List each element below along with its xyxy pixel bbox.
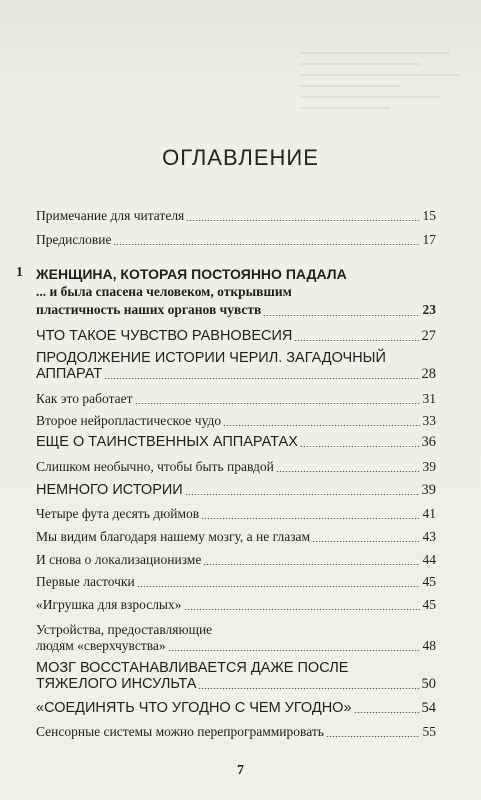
toc-entry bbox=[36, 459, 436, 475]
page-title: ОГЛАВЛЕНИЕ bbox=[162, 145, 319, 170]
toc-entry-text: АППАРАТ bbox=[36, 366, 103, 382]
leader-dots bbox=[135, 403, 420, 404]
toc-entry bbox=[36, 622, 436, 654]
chapter-title: ЖЕНЩИНА, КОТОРАЯ ПОСТОЯННО ПАДАЛА bbox=[36, 266, 347, 282]
toc-entry-page: 48 bbox=[422, 638, 436, 653]
toc-entry-page: 15 bbox=[422, 208, 436, 223]
toc-entry bbox=[36, 208, 436, 224]
toc-entry-text: Примечание для читателя bbox=[36, 208, 185, 223]
leader-dots bbox=[186, 220, 420, 221]
toc-entry bbox=[36, 660, 436, 692]
toc-entry-page: 44 bbox=[422, 552, 436, 567]
toc-entry-page: 36 bbox=[421, 434, 436, 450]
toc-entry-page: 31 bbox=[422, 391, 436, 406]
toc-entry bbox=[36, 391, 436, 407]
toc-entry-text: «СОЕДИНЯТЬ ЧТО УГОДНО С ЧЕМ УГОДНО» bbox=[36, 700, 352, 716]
leader-dots bbox=[137, 586, 420, 587]
leader-dots bbox=[201, 518, 420, 519]
toc-entry-text: ЧТО ТАКОЕ ЧУВСТВО РАВНОВЕСИЯ bbox=[36, 328, 293, 344]
toc-entry bbox=[36, 506, 436, 522]
toc-entry-text: Сенсорные системы можно перепрограммировать bbox=[36, 724, 324, 739]
toc-entry-text: Второе нейропластическое чудо bbox=[36, 413, 222, 428]
leader-dots bbox=[300, 446, 420, 447]
leader-dots bbox=[326, 736, 420, 737]
toc-entry bbox=[36, 700, 436, 716]
toc-entry-line1: ПРОДОЛЖЕНИЕ ИСТОРИИ ЧЕРИЛ. ЗАГАДОЧНЫЙ bbox=[36, 350, 386, 366]
toc-entry-text: ТЯЖЕЛОГО ИНСУЛЬТА bbox=[36, 676, 197, 692]
toc-entry bbox=[36, 597, 436, 613]
toc-entry-text: ЕЩЕ О ТАИНСТВЕННЫХ АППАРАТАХ bbox=[36, 434, 298, 450]
leader-dots bbox=[223, 425, 420, 426]
toc-entry-text: Как это работает bbox=[36, 391, 133, 406]
toc-entry-page: 45 bbox=[422, 597, 436, 612]
leader-dots bbox=[185, 494, 420, 495]
toc-entry-text: И снова о локализационизме bbox=[36, 552, 202, 567]
toc-entry-text: НЕМНОГО ИСТОРИИ bbox=[36, 482, 183, 498]
toc-entry-line1: Устройства, предоставляющие bbox=[36, 622, 213, 637]
show-through-text bbox=[300, 52, 470, 152]
toc-entry bbox=[36, 434, 436, 450]
chapter-subtitle: ... и была спасена человеком, открывшим bbox=[36, 284, 292, 299]
toc-entry-page: 55 bbox=[422, 724, 436, 739]
toc-entry-page: 27 bbox=[421, 328, 436, 344]
toc-entry bbox=[36, 328, 436, 344]
toc-entry-page: 41 bbox=[422, 506, 436, 521]
toc-entry bbox=[36, 350, 436, 382]
chapter-page: 23 bbox=[422, 302, 436, 317]
leader-dots bbox=[113, 244, 420, 245]
toc-entry-page: 54 bbox=[421, 700, 436, 716]
toc-entry-text: Слишком необычно, чтобы быть правдой bbox=[36, 459, 274, 474]
leader-dots bbox=[203, 564, 420, 565]
toc-entry bbox=[36, 232, 436, 248]
toc-entry-page: 50 bbox=[421, 676, 436, 692]
chapter-number: 1 bbox=[16, 265, 23, 280]
toc-entry-text: Мы видим благодаря нашему мозгу, а не глазам bbox=[36, 529, 311, 544]
toc-entry bbox=[36, 574, 436, 590]
toc-entry bbox=[36, 552, 436, 568]
chapter-subtitle-line2: пластичность наших органов чувств bbox=[36, 302, 262, 317]
toc-entry-page: 17 bbox=[422, 232, 436, 247]
leader-dots bbox=[312, 541, 420, 542]
leader-dots bbox=[276, 471, 420, 472]
toc-entry-page: 43 bbox=[422, 529, 436, 544]
toc-entry-text: людям «сверхчувства» bbox=[36, 638, 166, 653]
leader-dots bbox=[354, 712, 420, 713]
toc-entry-line1: МОЗГ ВОССТАНАВЛИВАЕТСЯ ДАЖЕ ПОСЛЕ bbox=[36, 660, 349, 676]
page-number: 7 bbox=[237, 763, 244, 778]
leader-dots bbox=[104, 378, 419, 379]
toc-entry-text: Четыре фута десять дюймов bbox=[36, 506, 200, 521]
leader-dots bbox=[294, 340, 419, 341]
leader-dots bbox=[198, 688, 419, 689]
toc-entry-page: 39 bbox=[422, 459, 436, 474]
toc-entry bbox=[36, 529, 436, 545]
toc-entry bbox=[36, 482, 436, 498]
toc-entry-text: «Игрушка для взрослых» bbox=[36, 597, 182, 612]
toc-entry-text: Первые ласточки bbox=[36, 574, 135, 589]
leader-dots bbox=[168, 650, 420, 651]
toc-entry bbox=[36, 413, 436, 429]
toc-entry-page: 45 bbox=[422, 574, 436, 589]
leader-dots bbox=[263, 315, 420, 316]
toc-entry bbox=[36, 724, 436, 740]
toc-entry-text: Предисловие bbox=[36, 232, 112, 247]
toc-entry-page: 33 bbox=[422, 413, 436, 428]
toc-entry-page: 28 bbox=[421, 366, 436, 382]
toc-entry-page: 39 bbox=[421, 482, 436, 498]
leader-dots bbox=[184, 609, 420, 610]
